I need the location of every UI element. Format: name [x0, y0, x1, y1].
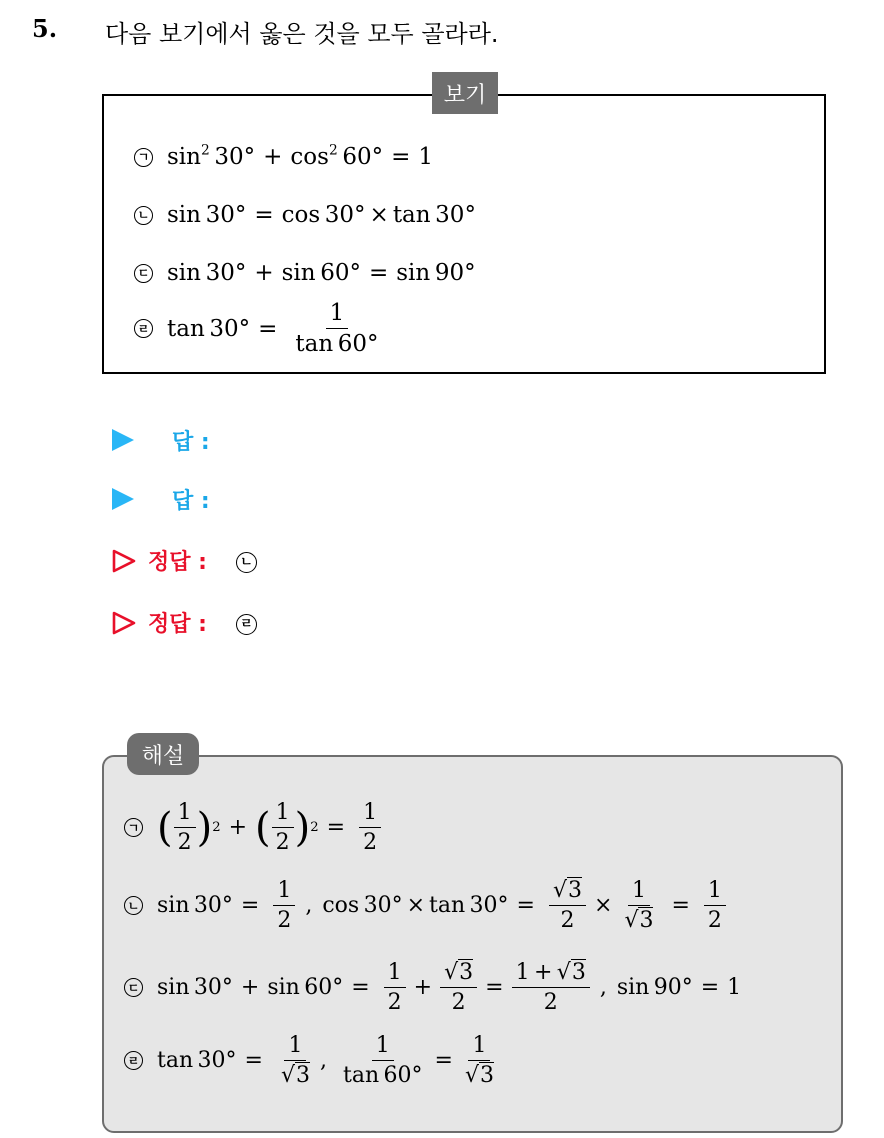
- bogi-item-3: [134, 260, 476, 286]
- bogi-formula: tan 30° = $\frac{1}{\tan 60^\circ}$: [167, 300, 379, 358]
- correct-label: 정답 :: [148, 550, 207, 575]
- bogi-item-2: [134, 202, 476, 228]
- answer-arrow-icon: [112, 488, 134, 510]
- answer-arrow-icon: [112, 429, 134, 451]
- circled-mark: ㄴ: [124, 896, 143, 915]
- correct-answer-1: [236, 551, 271, 573]
- solution-line-4: ㄹ tan 30° = $\frac{1}{√3}$ , $\frac{1}{\tan 60^\circ}$ = $\frac{1}{√3}$: [124, 1033, 504, 1089]
- correct-answer-2: [236, 613, 271, 635]
- bogi-formula: $\sin^2 30^\circ + \cos^2 60^\circ = 1$: [167, 142, 434, 170]
- question-text: 다음 보기에서 옳은 것을 모두 골라라.: [105, 20, 499, 48]
- circled-mark: ㄷ: [124, 978, 143, 997]
- circled-mark: ㄷ: [134, 264, 153, 283]
- bogi-formula: sin 30° = cos 30° × tan 30°: [167, 202, 476, 228]
- circled-mark: ㄹ: [236, 614, 257, 635]
- question-number: 5.: [32, 14, 58, 43]
- bogi-formula: sin 30° + sin 60° = sin 90°: [167, 260, 476, 286]
- correct-arrow-icon: [111, 610, 137, 636]
- circled-mark: ㄹ: [134, 319, 153, 338]
- solution-line-3: ㄷ sin 30° + sin 60° = $\frac{1}{2}$ + $\frac{√3}{2}$ = $\frac{1 + √3}{2}$ , sin 90° = 1: [124, 960, 741, 1016]
- correct-arrow-icon: [111, 548, 137, 574]
- correct-label: 정답 :: [148, 612, 207, 637]
- solution-tab: 해설: [127, 733, 199, 775]
- answer-label: 답 :: [172, 489, 210, 514]
- bogi-item-4: [134, 300, 389, 358]
- circled-mark: ㄱ: [124, 818, 143, 837]
- circled-mark: ㄴ: [236, 552, 257, 573]
- bogi-item-1: [134, 144, 433, 170]
- circled-mark: ㄹ: [124, 1051, 143, 1070]
- circled-mark: ㄱ: [134, 148, 153, 167]
- bogi-tab: 보기: [432, 72, 498, 114]
- circled-mark: ㄴ: [134, 206, 153, 225]
- solution-line-2: ㄴ sin 30° = $\frac{1}{2}$ , cos 30° × tan 30° = $\frac{√3}{2}$ × $\frac{1}{√3}$ = $\frac{1}{2}$: [124, 878, 732, 934]
- answer-label: 답 :: [172, 430, 210, 455]
- solution-line-1: ㄱ ( $\frac{1}{2}$ ) 2 + ( $\frac{1}{2}$ ) 2 = $\frac{1}{2}$: [124, 800, 387, 856]
